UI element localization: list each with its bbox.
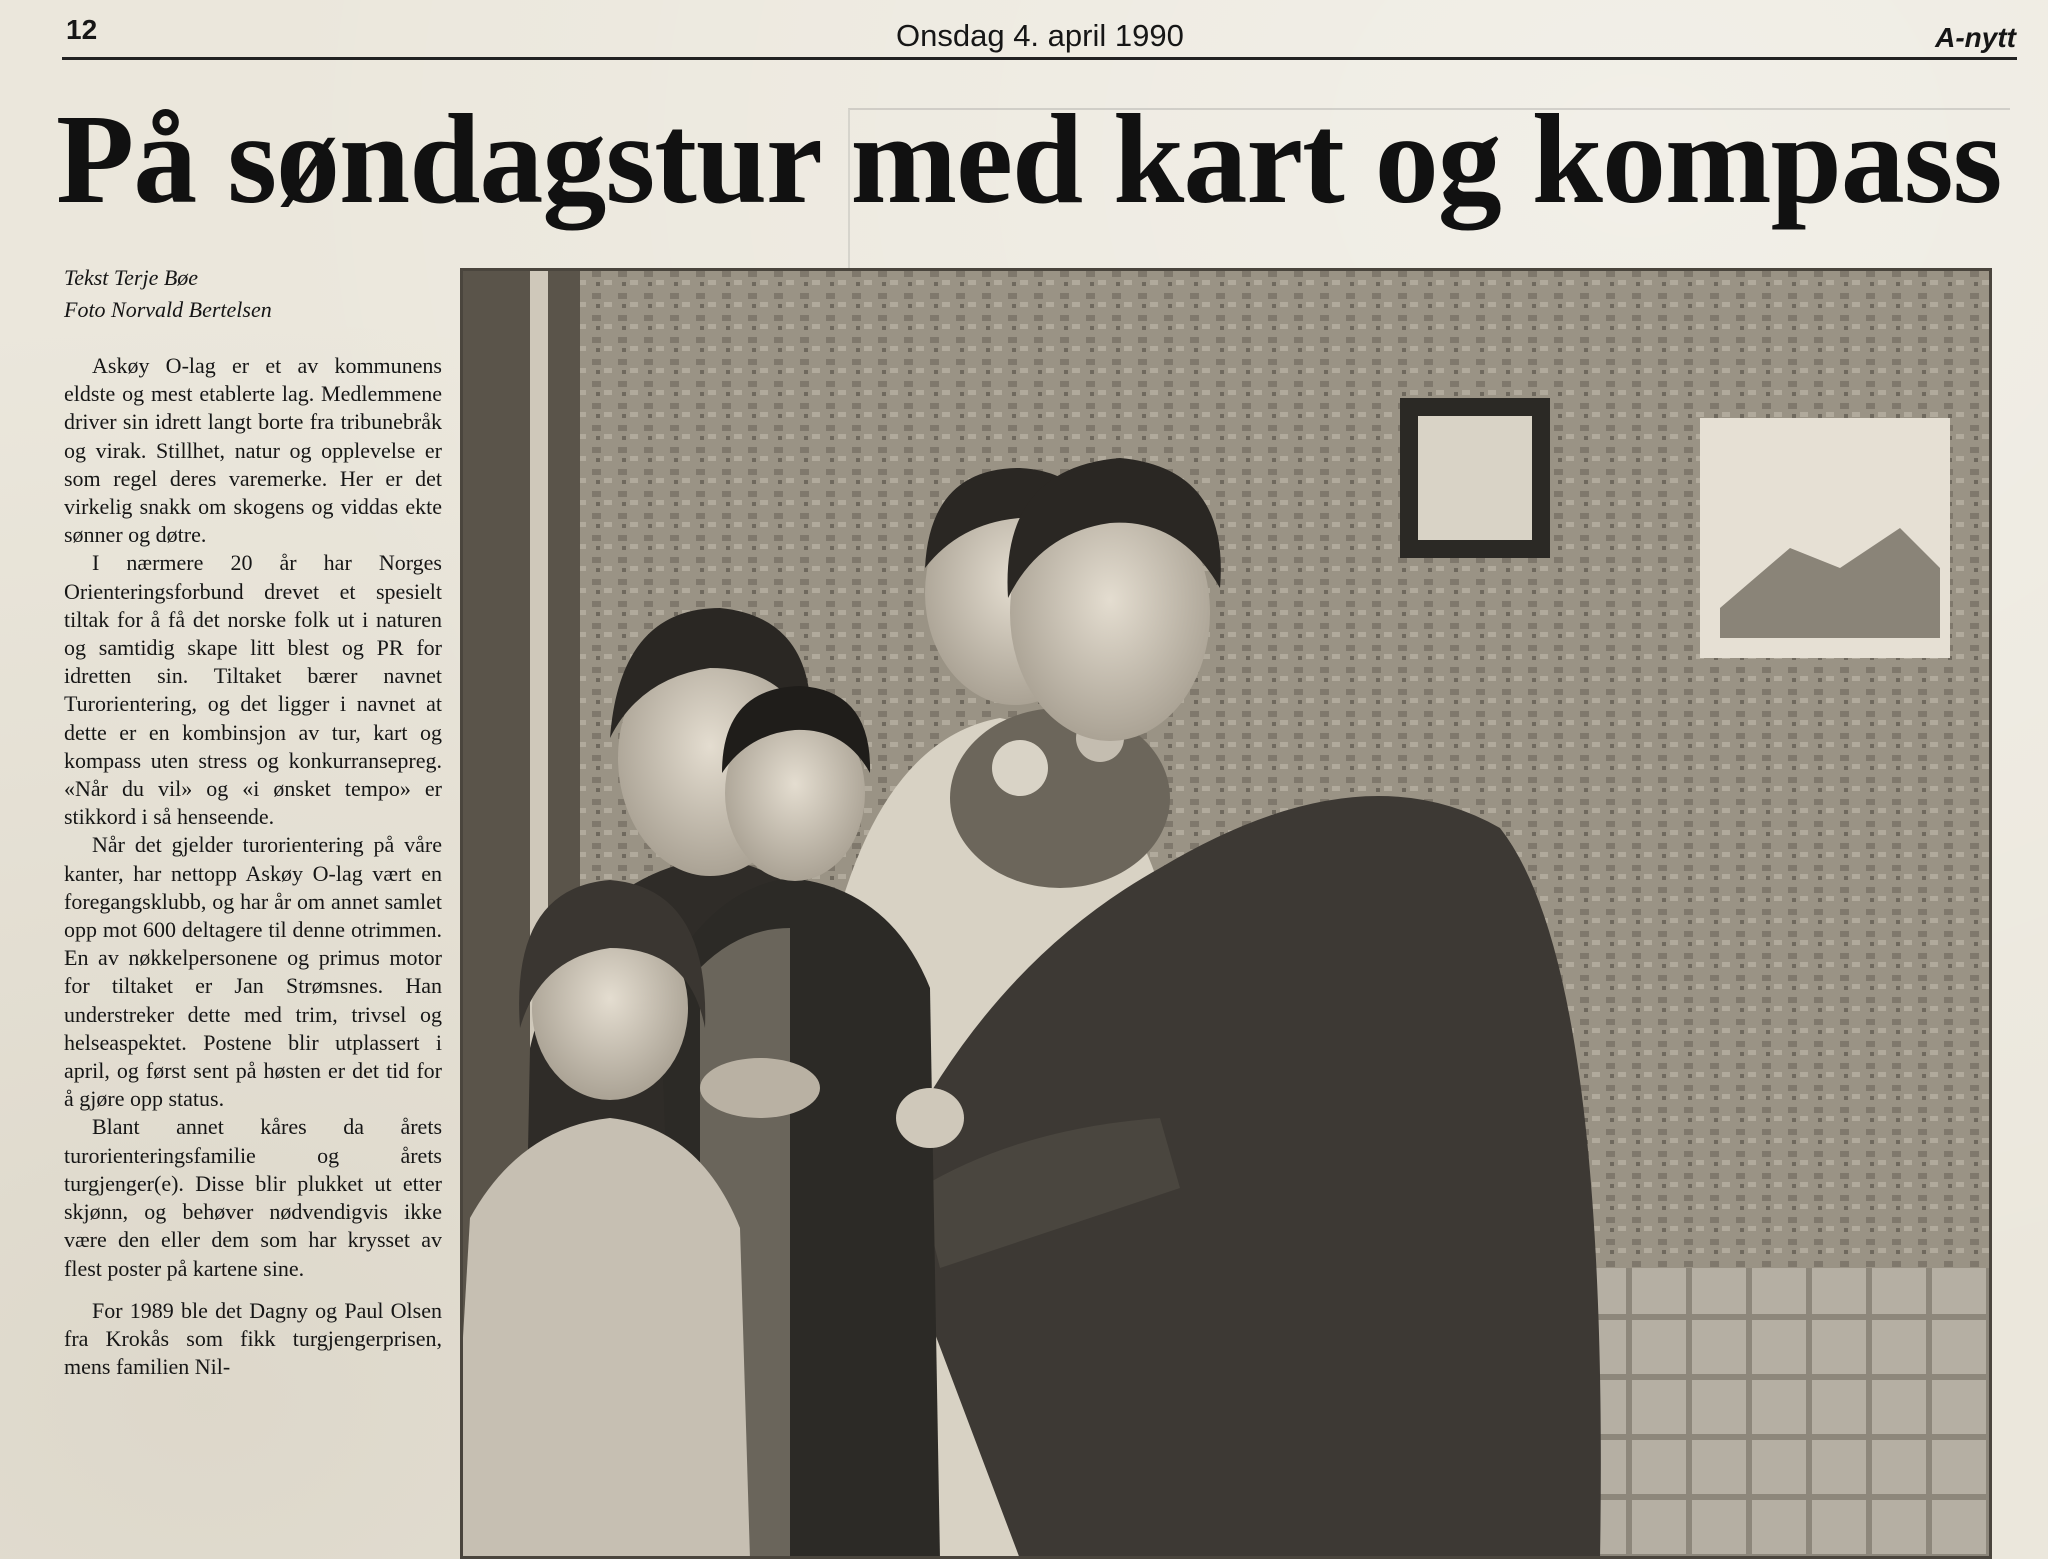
article-paragraph: I nærmere 20 år har Norges Orienteringsforbund drevet et spesielt tiltak for å få det norske folk ut i naturen og samtidig skape litt blest og PR for idretten sin. Tiltaket bærer navnet Turorientering, og det ligger i navnet at dette er en kombinsjon av tur, kart og kompass uten stress og konkurransepreg. «Når du vil» og «i ønsket tempo» er stikkord i så henseende.: [64, 550, 442, 830]
issue-date: Onsdag 4. april 1990: [896, 18, 1184, 53]
family-photo-illustration: [460, 268, 1992, 1559]
article-body: [64, 352, 442, 1381]
article-paragraph: Blant annet kåres da årets turorienteringsfamilie og årets turgjenger(e). Disse blir plukket ut etter skjønn, og behøver nødvendigvis ikke være den eller dem som har krysset av flest poster på kartene sine.: [64, 1114, 442, 1281]
article-headline: På søndagstur med kart og kompass: [56, 88, 2002, 230]
byline: [64, 262, 272, 326]
page-number: 12: [66, 14, 98, 45]
page-header: [0, 0, 2048, 60]
byline-photo-credit: Foto Norvald Bertelsen: [64, 297, 272, 322]
byline-text-author: Tekst Terje Bøe: [64, 265, 199, 290]
article-paragraph: For 1989 ble det Dagny og Paul Olsen fra Krokås som fikk turgjengerprisen, mens familien Nil-: [64, 1297, 442, 1380]
article-paragraph: Når det gjelder turorientering på våre kanter, har nettopp Askøy O-lag vært en foregangsklubb, og har år om annet samlet opp mot 600 deltagere til denne otrimmen. En av nøkkelpersonene og primus motor for tiltaket er Jan Strømsnes. Han understreker dette med trim, trivsel og helseaspektet. Postene blir utplassert i april, og først sent på høsten er det tid for å gjøre opp status.: [64, 832, 442, 1112]
header-rule: [62, 57, 2017, 60]
article-photo: [460, 268, 1992, 1559]
publication-name: A-nytt: [1935, 22, 2016, 53]
article-paragraph: Askøy O-lag er et av kommunens eldste og mest etablerte lag. Medlemmene driver sin idrett langt borte fra tribunebråk og virak. Stillhet, natur og opplevelse er som regel deres varemerke. Her er det virkelig snakk om skogens og viddas ekte sønner og døtre.: [64, 353, 442, 548]
